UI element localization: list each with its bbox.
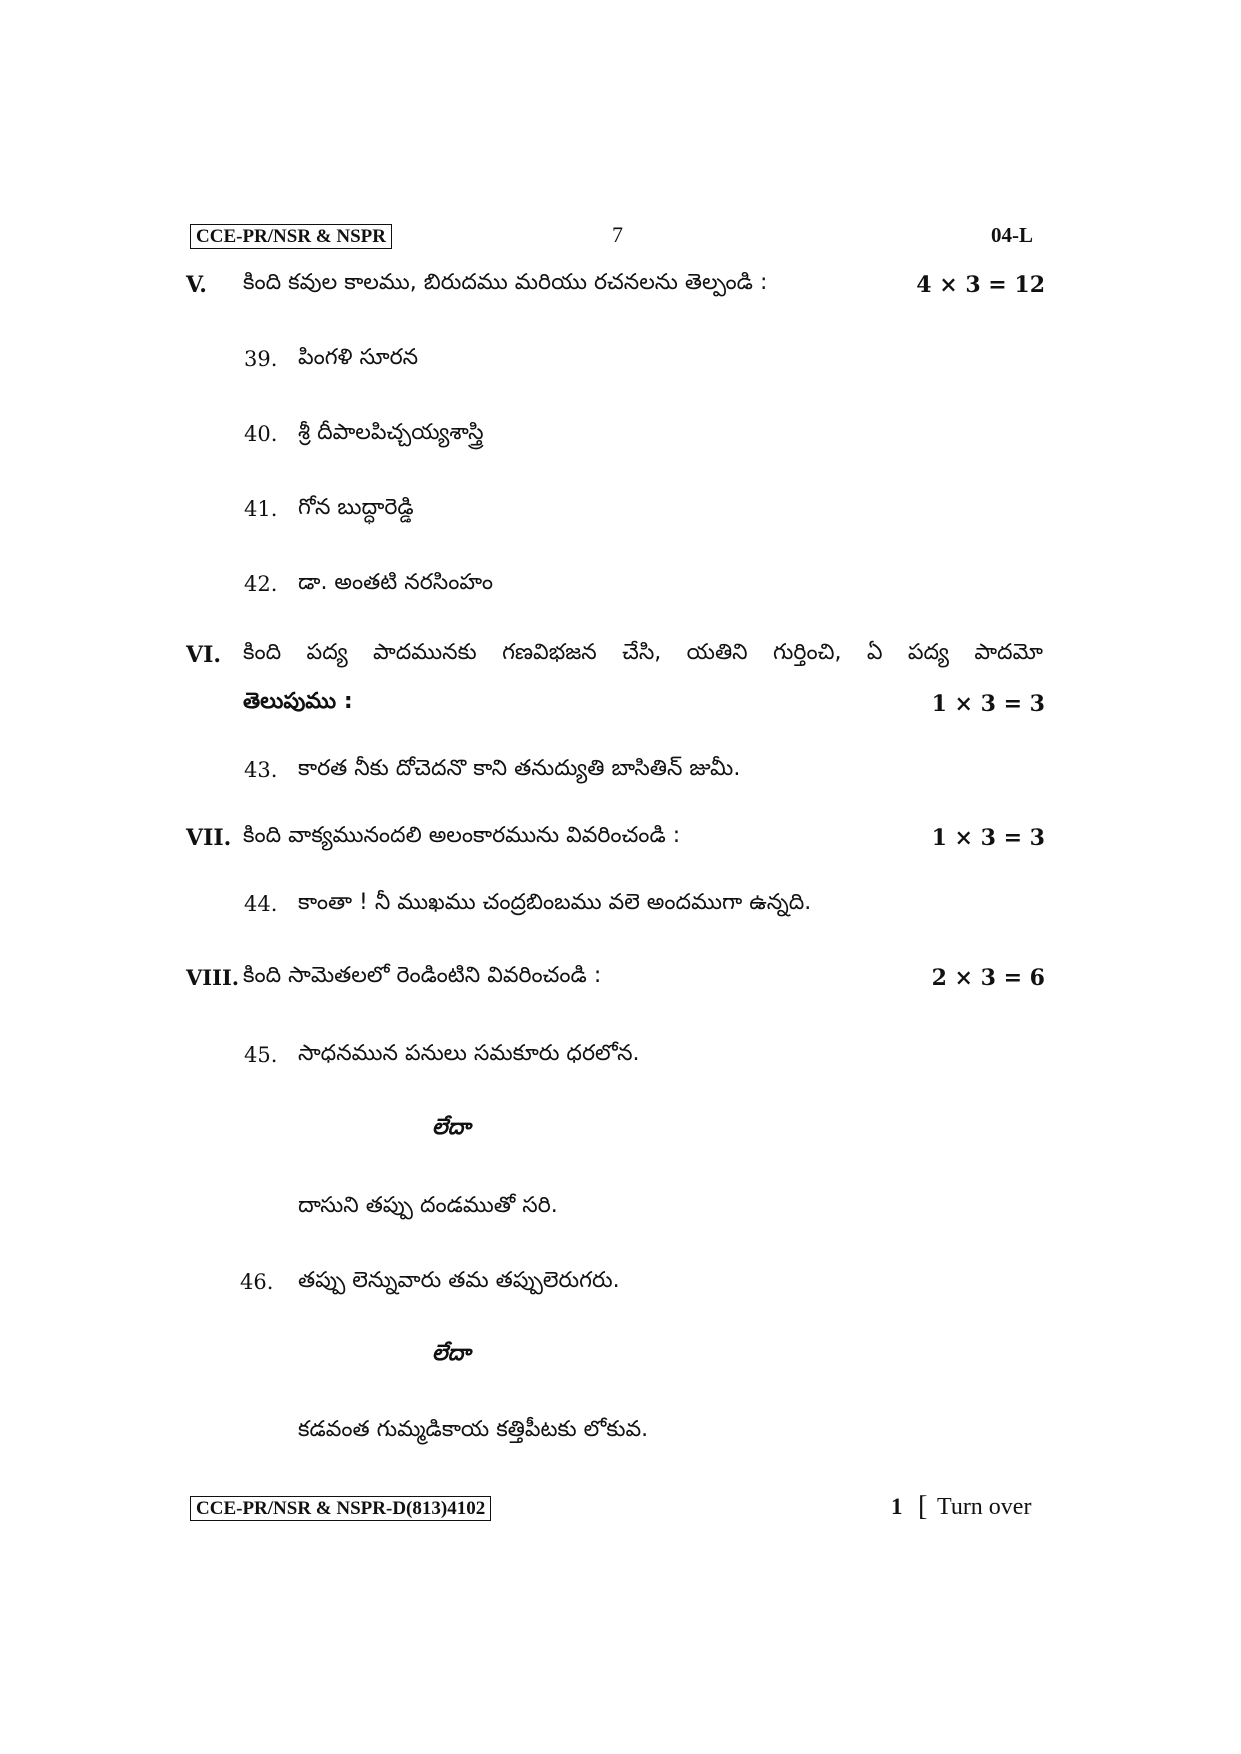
q41-text: గోన బుద్ధారెడ్డి [298, 495, 414, 520]
q39-text: పింగళి సూరన [298, 345, 419, 370]
footer-bracket: [ [918, 1491, 928, 1522]
section-vi-instruction-line1 [243, 640, 1043, 670]
section-v-instruction: కింది కవుల కాలము, బిరుదము మరియు రచనలను తెల్పండి : [243, 270, 768, 295]
section-vi-roman: VI. [186, 642, 222, 668]
q41-number: 41. [244, 497, 278, 521]
turn-over-label: Turn over [937, 1494, 1032, 1520]
section-vii-marks: 1 × 3 = 3 [931, 825, 1045, 851]
vi-word: కింది [243, 640, 282, 665]
q42-number: 42. [244, 572, 278, 596]
vi-word: యతిని [686, 640, 748, 665]
vi-word: గణవిభజన [502, 640, 597, 665]
q45-text: సాధనమున పనులు సమకూరు ధరలోన. [298, 1041, 640, 1066]
vi-word: చేసి, [622, 640, 662, 665]
footer-code: CCE-PR/NSR & NSPR-D(813)4102 [190, 1496, 491, 1521]
q42-text: డా. అంతటి నరసింహం [298, 570, 494, 595]
page-number: 7 [612, 222, 623, 247]
q45-alt-text: దాసుని తప్పు దండముతో సరి. [298, 1193, 558, 1218]
section-viii-instruction: కింది సామెతలలో రెండింటిని వివరించండి : [243, 963, 602, 988]
vi-word: పాదమో [974, 640, 1043, 665]
header-code-right: 04-L [991, 223, 1033, 247]
q46-text: తప్పు లెన్నువారు తమ తప్పులెరుగరు. [298, 1268, 620, 1293]
section-viii-roman: VIII. [186, 965, 240, 990]
vi-word: గుర్తించి, [772, 640, 842, 665]
q45-number: 45. [244, 1043, 278, 1067]
vi-word: ఏ [866, 640, 883, 665]
q44-number: 44. [244, 892, 278, 916]
section-vii-instruction: కింది వాక్యమునందలి అలంకారమును వివరించండి : [243, 823, 681, 848]
q46-alt-text: కడవంత గుమ్మడికాయ కత్తిపీటకు లోకువ. [298, 1417, 649, 1442]
vi-word: పద్య [907, 640, 949, 665]
q40-text: శ్రీ దీపాలపిచ్చయ్యశాస్త్రి [298, 420, 484, 445]
q43-text: కారత నీకు దోచెదనొ కాని తనుద్యుతి బాసితిన్ జుమీ. [298, 756, 741, 781]
header-code-left: CCE-PR/NSR & NSPR [190, 224, 392, 249]
section-vi-instruction-line2: తెలుపుము : [243, 689, 353, 714]
q44-text: కాంతా ! నీ ముఖము చంద్రబింబము వలె అందముగా ఉన్నది. [298, 890, 812, 915]
section-v-roman: V. [186, 272, 207, 298]
vi-word: పాదమునకు [373, 640, 477, 665]
q45-or: లేదా [432, 1115, 471, 1140]
q46-number: 46. [240, 1270, 274, 1294]
section-v-marks: 4 × 3 = 12 [916, 272, 1045, 298]
q43-number: 43. [244, 758, 278, 782]
section-vii-roman: VII. [186, 825, 232, 851]
section-viii-marks: 2 × 3 = 6 [931, 965, 1045, 991]
footer-sheet-number: 1 [891, 1494, 903, 1519]
q46-or: లేదా [432, 1341, 471, 1366]
section-vi-marks: 1 × 3 = 3 [931, 691, 1045, 717]
q39-number: 39. [244, 347, 278, 371]
q40-number: 40. [244, 422, 278, 446]
vi-word: పద్య [306, 640, 348, 665]
